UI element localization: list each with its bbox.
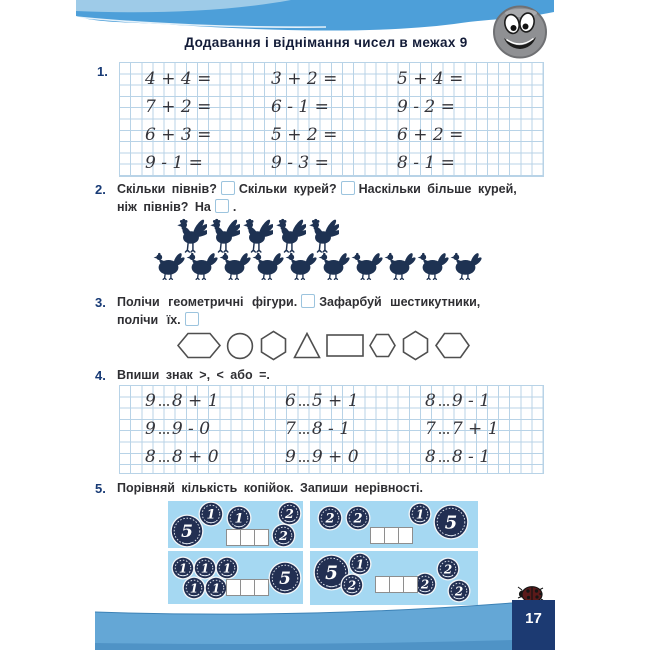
sign-placeholder <box>439 393 449 406</box>
svg-text:2: 2 <box>285 506 294 521</box>
answer-box <box>185 312 199 326</box>
equation: 6 + 3 = <box>145 125 212 145</box>
svg-text:5: 5 <box>181 522 193 543</box>
comparison: 8 9 - 1 <box>425 391 491 411</box>
svg-text:1: 1 <box>211 581 221 596</box>
task3-line2: полічи їх. <box>117 313 181 327</box>
rooster-icon <box>306 217 339 254</box>
shape-hexagon-wide-small <box>435 332 470 359</box>
smiley-face-icon <box>492 5 548 59</box>
page-number: 17 <box>525 610 542 627</box>
task3-number: 3. <box>95 295 106 310</box>
task2-period: . <box>232 200 237 214</box>
svg-text:2: 2 <box>347 578 357 593</box>
shape-hexagon <box>369 333 396 358</box>
equation: 9 - 2 = <box>397 97 455 117</box>
svg-text:2: 2 <box>443 562 453 577</box>
coin-2-icon <box>340 573 364 597</box>
svg-text:1: 1 <box>222 561 232 576</box>
rooster-icon <box>240 217 273 254</box>
task3-text <box>117 293 553 329</box>
answer-box <box>341 181 355 195</box>
svg-text:2: 2 <box>279 528 288 543</box>
task5-number: 5. <box>95 481 106 496</box>
task4-grid <box>119 385 544 474</box>
shape-rectangle <box>326 334 364 357</box>
sign-placeholder <box>299 449 309 462</box>
svg-text:5: 5 <box>279 569 291 590</box>
answer-box <box>221 181 235 195</box>
task1-number: 1. <box>97 64 108 79</box>
coin-panel <box>310 551 478 605</box>
sign-placeholder <box>159 393 169 406</box>
task4-instruction: Впиши знак >, < або =. <box>117 368 270 382</box>
coin-5-icon <box>268 561 302 595</box>
equation: 4 + 4 = <box>145 69 212 89</box>
shape-hexagon-wide <box>177 332 221 359</box>
svg-text:2: 2 <box>325 511 335 527</box>
shape-hexagon-tall <box>401 330 430 361</box>
hen-icon <box>185 250 218 280</box>
svg-text:1: 1 <box>200 561 210 576</box>
equation: 7 + 2 = <box>145 97 212 117</box>
task2-q3a: Наскільки більше курей, <box>358 182 517 196</box>
rooster-icon <box>207 217 240 254</box>
equation: 9 - 3 = <box>271 153 329 173</box>
sign-placeholder <box>159 449 169 462</box>
task2-number: 2. <box>95 182 106 197</box>
comparison: 8 8 + 0 <box>145 447 219 467</box>
task4-number: 4. <box>95 368 106 383</box>
equation: 5 + 4 = <box>397 69 464 89</box>
equation: 5 + 2 = <box>271 125 338 145</box>
svg-text:1: 1 <box>206 507 216 523</box>
page-title: Додавання і віднімання чисел в межах 9 <box>184 35 468 50</box>
coin-1-icon <box>204 576 228 600</box>
task3-line1a: Полічи геометричні фігури. <box>117 295 298 309</box>
equation: 8 - 1 = <box>397 153 455 173</box>
comparison: 9 9 + 0 <box>285 447 359 467</box>
comparison: 7 7 + 1 <box>425 419 499 439</box>
task2-q2: Скільки курей? <box>238 182 337 196</box>
sign-placeholder <box>299 421 309 434</box>
hen-icon <box>383 250 416 280</box>
hen-icon <box>317 250 350 280</box>
hen-icon <box>251 250 284 280</box>
hen-icon <box>218 250 251 280</box>
comparison: 9 8 + 1 <box>145 391 219 411</box>
sign-placeholder <box>439 449 449 462</box>
coin-2-icon <box>271 523 296 548</box>
coin-panel <box>310 501 478 548</box>
svg-text:2: 2 <box>420 577 430 592</box>
inequality-answer-boxes <box>226 529 269 546</box>
shape-circle <box>226 332 254 360</box>
hen-row <box>152 250 482 280</box>
svg-text:2: 2 <box>454 584 464 599</box>
coin-2-icon <box>436 557 460 581</box>
inequality-answer-boxes <box>226 579 269 596</box>
svg-text:5: 5 <box>325 563 338 585</box>
equation: 6 - 1 = <box>271 97 329 117</box>
svg-text:5: 5 <box>444 512 458 534</box>
comparison: 8 8 - 1 <box>425 447 491 467</box>
hen-icon <box>416 250 449 280</box>
hen-icon <box>284 250 317 280</box>
comparison: 6 5 + 1 <box>285 391 359 411</box>
coin-panel <box>168 551 303 604</box>
equation: 3 + 2 = <box>271 69 338 89</box>
sign-placeholder <box>299 393 309 406</box>
task5-instruction: Порівняй кількість копійок. Запиши нерівності. <box>117 481 423 495</box>
comparison: 7 8 - 1 <box>285 419 351 439</box>
coin-1-icon <box>226 505 252 531</box>
inequality-answer-boxes <box>370 527 413 544</box>
svg-text:1: 1 <box>415 507 425 522</box>
rooster-icon <box>273 217 306 254</box>
rooster-row <box>174 217 339 254</box>
answer-box <box>215 199 229 213</box>
sign-placeholder <box>439 421 449 434</box>
comparison: 9 9 - 0 <box>145 419 211 439</box>
coin-1-icon <box>408 502 432 526</box>
task2-q1: Скільки півнів? <box>117 182 217 196</box>
coin-2-icon <box>345 505 371 531</box>
hen-icon <box>449 250 482 280</box>
sign-placeholder <box>159 421 169 434</box>
hen-icon <box>350 250 383 280</box>
shape-hexagon-tall <box>259 330 288 361</box>
shapes-row <box>177 330 470 361</box>
task3-line1b: Зафарбуй шестикутники, <box>319 295 481 309</box>
rooster-icon <box>174 217 207 254</box>
task1-grid <box>119 62 544 177</box>
svg-text:1: 1 <box>178 561 188 576</box>
task2-q3b: ніж півнів? На <box>117 200 211 214</box>
task2-text <box>117 180 553 216</box>
coin-1-icon <box>198 501 224 527</box>
svg-text:1: 1 <box>355 557 365 572</box>
coin-1-icon <box>182 576 206 600</box>
hen-icon <box>152 250 185 280</box>
svg-text:1: 1 <box>234 511 244 527</box>
answer-box <box>301 294 315 308</box>
top-wave-band <box>76 0 554 34</box>
coin-5-icon <box>433 504 469 540</box>
svg-text:2: 2 <box>353 511 363 527</box>
equation: 6 + 2 = <box>397 125 464 145</box>
inequality-answer-boxes <box>375 576 418 593</box>
coin-panel <box>168 501 303 548</box>
shape-triangle <box>293 332 321 359</box>
coin-2-icon <box>317 505 343 531</box>
svg-text:1: 1 <box>189 581 199 596</box>
equation: 9 - 1 = <box>145 153 203 173</box>
